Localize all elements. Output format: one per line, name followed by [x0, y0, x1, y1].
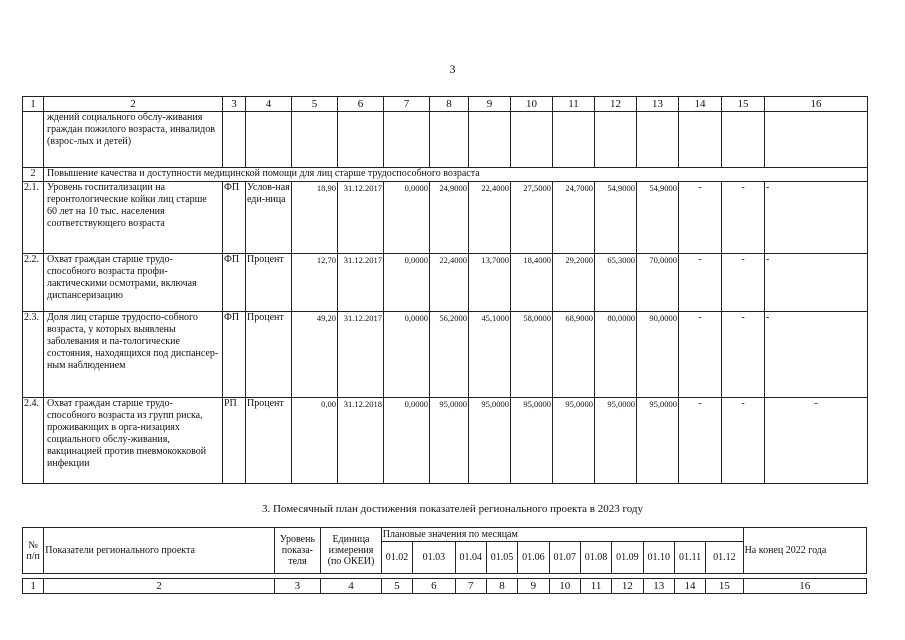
- unit: Услов-ная еди-ница: [246, 182, 292, 254]
- header-num: № п/п: [23, 528, 44, 574]
- section-number: 2: [23, 168, 44, 182]
- page-number: 3: [449, 62, 456, 76]
- indicator-name: ждений социального обслу-живания граждан пожилого возраста, инвалидов (взрос-лых и детей): [44, 112, 223, 168]
- month-header: 01.07: [549, 542, 580, 574]
- table-row: [23, 182, 868, 254]
- project-type: ФП: [223, 254, 246, 312]
- value-cell: 13,7000: [469, 254, 511, 312]
- value-cell: 54,9000: [595, 182, 637, 254]
- value-cell: 95,0000: [553, 398, 595, 484]
- value-cell: -: [679, 398, 722, 484]
- unit: Процент: [246, 254, 292, 312]
- month-header: 01.05: [486, 542, 517, 574]
- value-cell: 95,0000: [469, 398, 511, 484]
- value-cell: 0,0000: [384, 312, 430, 398]
- value-cell: -: [679, 182, 722, 254]
- column-number: 9: [469, 97, 511, 112]
- table-row: [23, 312, 868, 398]
- value-cell: 70,0000: [637, 254, 679, 312]
- value-cell: 90,0000: [637, 312, 679, 398]
- value-cell: 95,0000: [430, 398, 469, 484]
- row-number: 2.4.: [23, 398, 44, 484]
- month-header: 01.10: [643, 542, 674, 574]
- value-cell: 24,7000: [553, 182, 595, 254]
- base-value: 12,70: [292, 254, 338, 312]
- column-number: 7: [384, 97, 430, 112]
- column-number: 13: [637, 97, 679, 112]
- month-header: 01.02: [381, 542, 412, 574]
- indicator-name: Доля лиц старше трудоспо-собного возраста, у которых выявлены заболевания и па-тологические состояния, находящихся под диспансер-ным наблюдением: [44, 312, 223, 398]
- column-number: 8: [430, 97, 469, 112]
- value-cell: -: [765, 398, 868, 484]
- project-type: РП: [223, 398, 246, 484]
- column-number: 14: [674, 579, 705, 594]
- value-cell: 18,4000: [511, 254, 553, 312]
- column-number: 8: [486, 579, 517, 594]
- value-cell: 58,0000: [511, 312, 553, 398]
- section-title: Повышение качества и доступности медицинской помощи для лиц старше трудоспособного возраста: [44, 168, 868, 182]
- column-number: 6: [413, 579, 455, 594]
- column-number: 14: [679, 97, 722, 112]
- value-cell: 95,0000: [511, 398, 553, 484]
- value-cell: 65,3000: [595, 254, 637, 312]
- column-number: 16: [743, 579, 866, 594]
- month-header: 01.04: [455, 542, 486, 574]
- table-row: [23, 254, 868, 312]
- value-cell: 0,0000: [384, 182, 430, 254]
- value-cell: 95,0000: [595, 398, 637, 484]
- column-number: 10: [549, 579, 580, 594]
- column-number: 15: [722, 97, 765, 112]
- value-cell: -: [679, 254, 722, 312]
- project-type: ФП: [223, 312, 246, 398]
- row-number: 2.2.: [23, 254, 44, 312]
- value-cell: -: [722, 312, 765, 398]
- value-cell: -: [679, 312, 722, 398]
- value-cell: 0,0000: [384, 398, 430, 484]
- column-number: 3: [274, 579, 320, 594]
- column-number: 4: [246, 97, 292, 112]
- value-cell: 54,9000: [637, 182, 679, 254]
- value-cell: -: [722, 398, 765, 484]
- unit: Процент: [246, 398, 292, 484]
- column-number: 6: [338, 97, 384, 112]
- header-unit: Единица измерения (по ОКЕИ): [321, 528, 382, 574]
- column-number: 5: [381, 579, 412, 594]
- value-cell: -: [765, 254, 868, 312]
- base-value: 0,00: [292, 398, 338, 484]
- header-end-of-year: На конец 2022 года: [743, 528, 866, 574]
- header-indicators: Показатели регионального проекта: [44, 528, 274, 574]
- column-number: 1: [23, 579, 44, 594]
- table-header-row: [23, 97, 868, 112]
- month-header: 01.11: [674, 542, 705, 574]
- value-cell: 29,2000: [553, 254, 595, 312]
- value-cell: 80,0000: [595, 312, 637, 398]
- indicator-name: Охват граждан старше трудо-способного возраста профи-лактическими осмотрами, включая диспансеризацию: [44, 254, 223, 312]
- row-number: 2.3.: [23, 312, 44, 398]
- indicator-name: Охват граждан старше трудо-способного возраста из групп риска, проживающих в орга-низациях социального обслу-живания, вакцинацией против пневмококковой инфекции: [44, 398, 223, 484]
- column-number: 9: [518, 579, 549, 594]
- month-header: 01.08: [580, 542, 611, 574]
- column-number: 1: [23, 97, 44, 112]
- value-cell: 45,1000: [469, 312, 511, 398]
- section-row: [23, 168, 868, 182]
- value-cell: 95,0000: [637, 398, 679, 484]
- value-cell: 22,4000: [469, 182, 511, 254]
- column-number: 15: [706, 579, 743, 594]
- indicator-name: Уровень госпитализации на геронтологические койки лиц старше 60 лет на 10 тыс. населения соответствующего возраста: [44, 182, 223, 254]
- column-number: 7: [455, 579, 486, 594]
- base-value: 49,20: [292, 312, 338, 398]
- value-cell: 22,4000: [430, 254, 469, 312]
- base-date: 31.12.2017: [338, 182, 384, 254]
- section-3-title: 3. Помесячный план достижения показателей регионального проекта в 2023 году: [261, 503, 643, 515]
- column-number: 3: [223, 97, 246, 112]
- monthly-plan-column-numbers: [22, 578, 867, 594]
- project-type: ФП: [223, 182, 246, 254]
- value-cell: -: [765, 312, 868, 398]
- table-row: [23, 112, 868, 168]
- column-number: 5: [292, 97, 338, 112]
- unit: Процент: [246, 312, 292, 398]
- value-cell: 0,0000: [384, 254, 430, 312]
- column-number: 16: [765, 97, 868, 112]
- column-number: 4: [321, 579, 382, 594]
- column-number: 10: [511, 97, 553, 112]
- base-date: 31.12.2017: [338, 312, 384, 398]
- month-header: 01.06: [518, 542, 549, 574]
- value-cell: -: [765, 182, 868, 254]
- column-number: 12: [595, 97, 637, 112]
- header-level: Уровень показа-теля: [274, 528, 320, 574]
- column-number: 11: [553, 97, 595, 112]
- column-number: 13: [643, 579, 674, 594]
- base-date: 31.12.2018: [338, 398, 384, 484]
- value-cell: -: [722, 182, 765, 254]
- value-cell: 27,5000: [511, 182, 553, 254]
- month-header: 01.09: [612, 542, 643, 574]
- value-cell: 24,9000: [430, 182, 469, 254]
- monthly-plan-header-table: [22, 527, 867, 574]
- base-value: 18,90: [292, 182, 338, 254]
- row-number: 2.1.: [23, 182, 44, 254]
- month-header: 01.03: [413, 542, 455, 574]
- value-cell: 56,2000: [430, 312, 469, 398]
- header-planned-values: Плановые значения по месяцам: [381, 528, 743, 542]
- base-date: 31.12.2017: [338, 254, 384, 312]
- month-header: 01.12: [706, 542, 743, 574]
- table-row: [23, 398, 868, 484]
- column-number: 11: [580, 579, 611, 594]
- column-number: 2: [44, 97, 223, 112]
- column-number: 12: [612, 579, 643, 594]
- value-cell: 68,9000: [553, 312, 595, 398]
- value-cell: -: [722, 254, 765, 312]
- column-number: 2: [44, 579, 274, 594]
- indicators-table: [22, 96, 868, 484]
